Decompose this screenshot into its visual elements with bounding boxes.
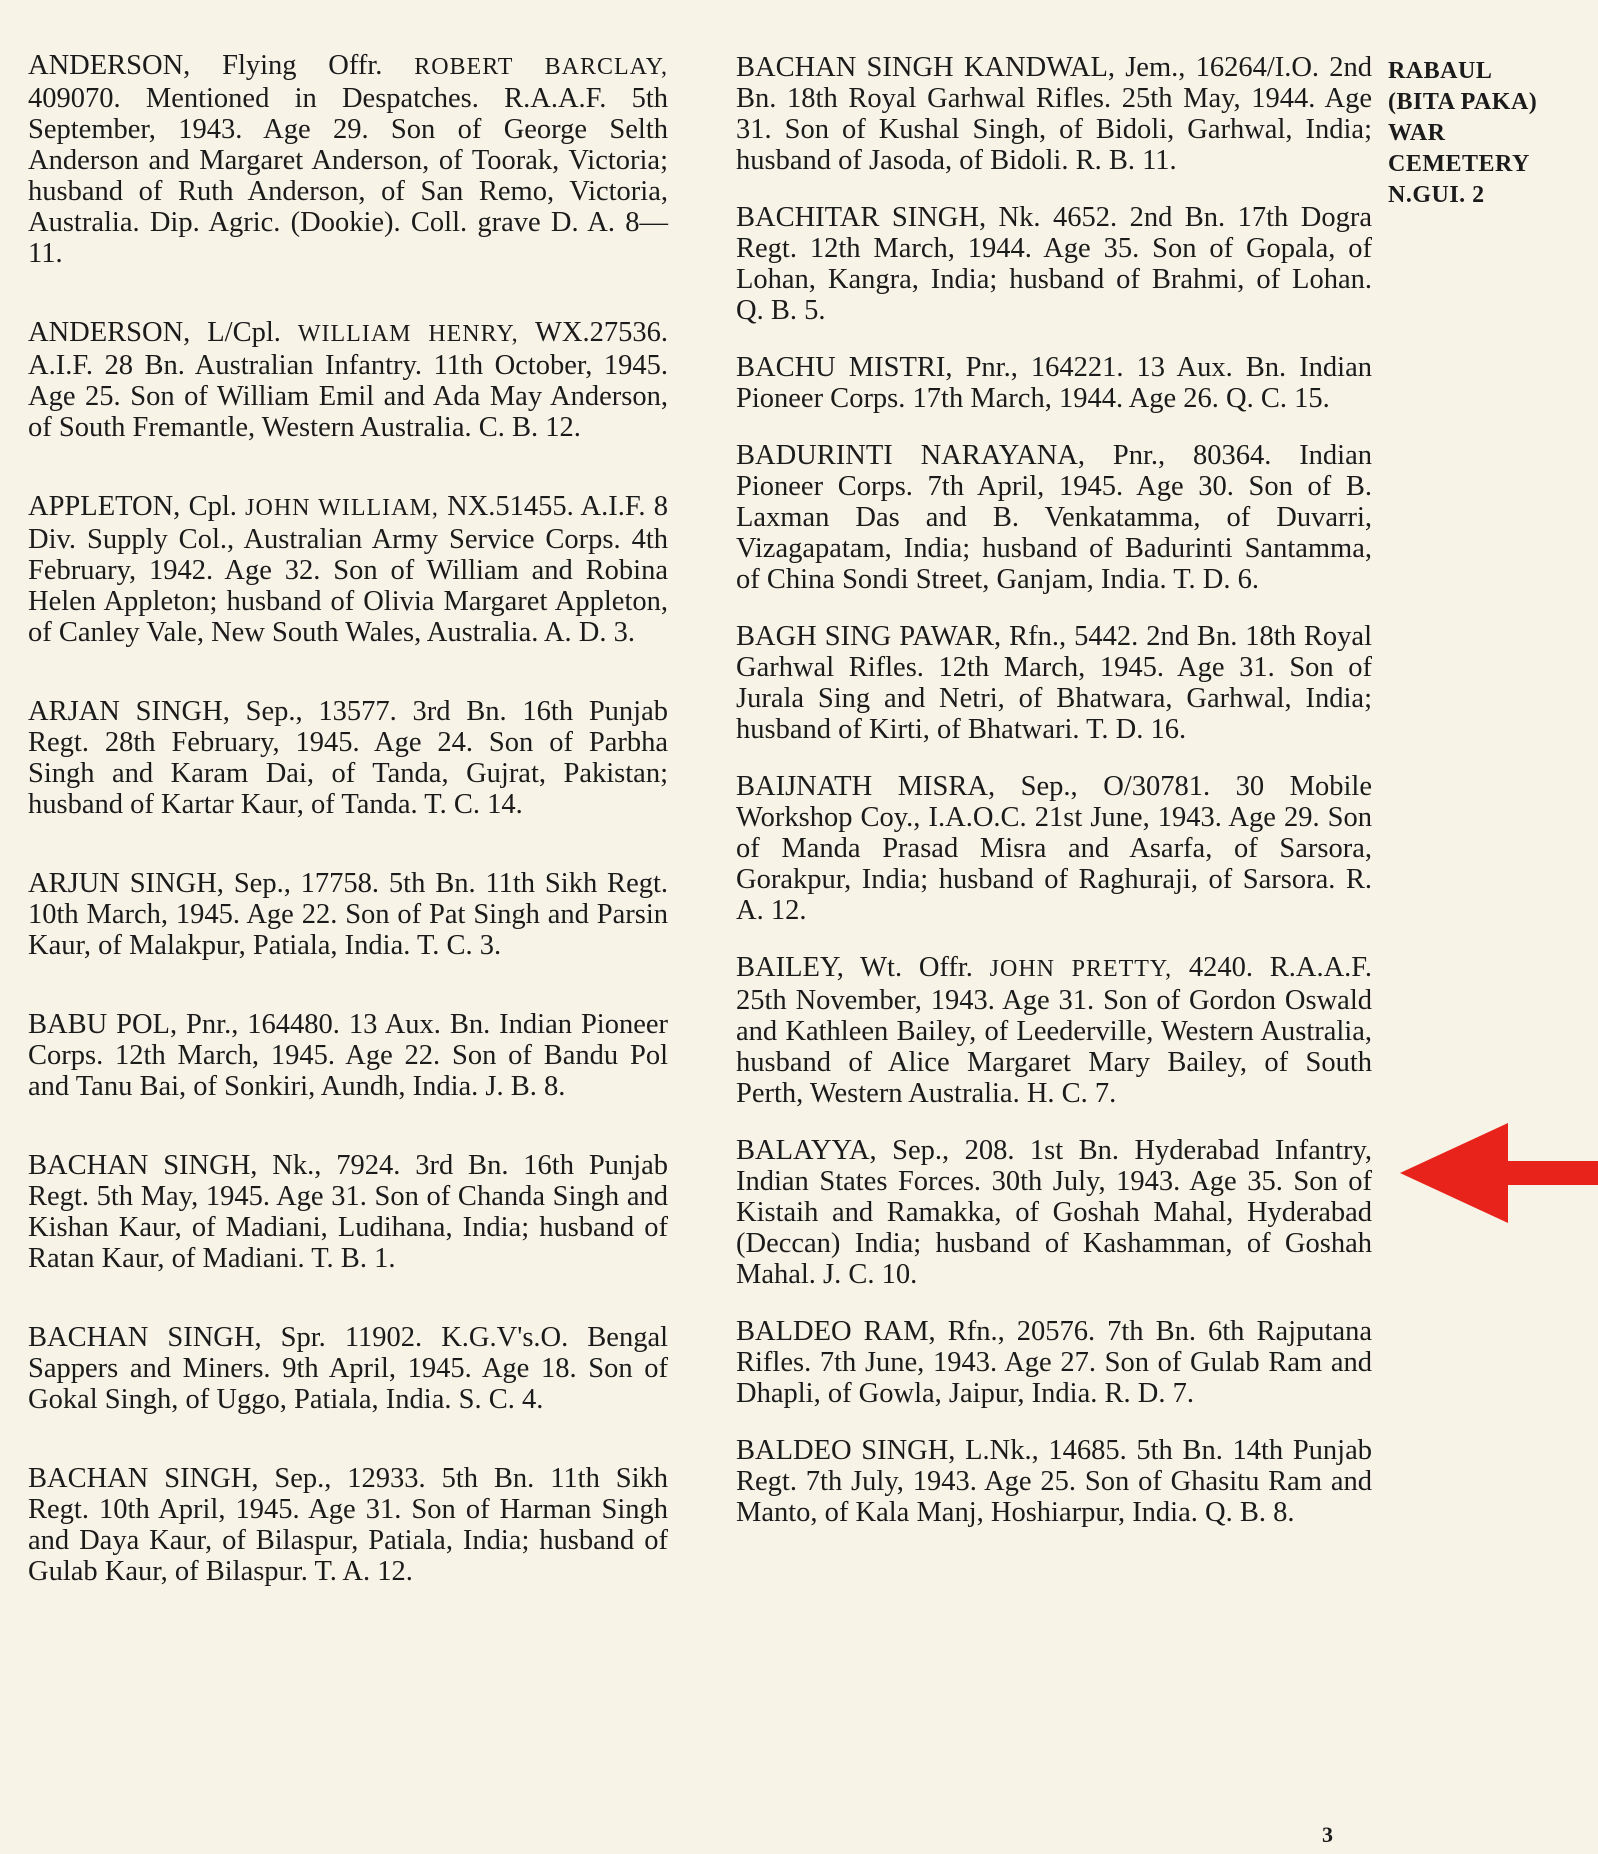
- entry: [736, 771, 1372, 926]
- entry: [28, 491, 668, 648]
- entry: [28, 1009, 668, 1102]
- entry: [28, 1322, 668, 1415]
- arrow-shape: [1400, 1123, 1598, 1223]
- entry-body: WX.27536. A.I.F. 28 Bn. Australian Infantry. 11th October, 1945. Age 25. Son of William Emil and Ada May Anderson, of South Fremantle, Western Australia. C. B. 12.: [28, 317, 668, 443]
- entry: [736, 1435, 1372, 1528]
- entry-body: Spr. 11902. K.G.V's.O. Bengal Sappers and Miners. 9th April, 1945. Age 18. Son of Gokal Singh, of Uggo, Patiala, India. S. C. 4.: [28, 1322, 669, 1415]
- entry-name: ARJAN SINGH,: [28, 696, 230, 727]
- entry-rank: Cpl.: [188, 491, 237, 522]
- entry-body: L.Nk., 14685. 5th Bn. 14th Punjab Regt. 7th July, 1943. Age 25. Son of Ghasitu Ram and Manto, of Kala Manj, Hoshiarpur, India. Q. B. 8.: [736, 1435, 1372, 1528]
- entry-body: Sep., O/30781. 30 Mobile Workshop Coy., I.A.O.C. 21st June, 1943. Age 29. Son of Manda Prasad Misra and Asarfa, of Sarsora, Gorakpur, India; husband of Raghuraji, of Sarsora. R. A. 12.: [736, 771, 1373, 926]
- entry-body: Nk., 7924. 3rd Bn. 16th Punjab Regt. 5th May, 1945. Age 31. Son of Chanda Singh and Kishan Kaur, of Madiani, Ludihana, India; husband of Ratan Kaur, of Madiani. T. B. 1.: [28, 1150, 668, 1274]
- entry: [736, 1135, 1372, 1290]
- entry-body: Pnr., 164221. 13 Aux. Bn. Indian Pioneer Corps. 17th March, 1944. Age 26. Q. C. 15.: [736, 352, 1372, 414]
- entry-name: BALDEO SINGH,: [736, 1435, 956, 1466]
- entry-name: ANDERSON,: [28, 50, 191, 81]
- entry: [736, 352, 1372, 414]
- entry-name: BACHAN SINGH,: [28, 1150, 258, 1181]
- entry: [28, 1463, 668, 1587]
- entry-name: BAIJNATH MISRA,: [736, 771, 996, 802]
- entry-name: BACHITAR SINGH,: [736, 202, 987, 233]
- entry: [28, 50, 668, 269]
- entry-rank: L/Cpl.: [207, 317, 281, 348]
- entry: [736, 1316, 1372, 1409]
- entry-body: 409070. Mentioned in Despatches. R.A.A.F. 5th September, 1943. Age 29. Son of George Selth Anderson and Margaret Anderson, of Toorak, Victoria; husband of Ruth Anderson, of San Remo, Victoria, Australia. Dip. Agric. (Dookie). Coll. grave D. A. 8—11.: [28, 83, 668, 269]
- entry: [736, 440, 1372, 595]
- entry-name: BACHAN SINGH KANDWAL,: [736, 52, 1116, 83]
- entry-body: NX.51455. A.I.F. 8 Div. Supply Col., Australian Army Service Corps. 4th February, 1942. Age 32. Son of William and Robina Helen Appleton; husband of Olivia Margaret Appleton, of Canley Vale, New South Wales, Australia. A. D. 3.: [28, 491, 669, 648]
- entry-highlighted: [736, 952, 1372, 1109]
- entry-body: Rfn., 20576. 7th Bn. 6th Rajputana Rifles. 7th June, 1943. Age 27. Son of Gulab Ram and Dhapli, of Gowla, Jaipur, India. R. D. 7.: [736, 1316, 1372, 1409]
- entry: [28, 1150, 668, 1274]
- entry-name: BALAYYA,: [736, 1135, 877, 1166]
- entry-body: 4240. R.A.A.F. 25th November, 1943. Age 31. Son of Gordon Oswald and Kathleen Bailey, of Leederville, Western Australia, husband of Alice Margaret Mary Bailey, of South Perth, Western Australia. H. C. 7.: [736, 952, 1372, 1109]
- entry-rank: Wt. Offr.: [860, 952, 973, 983]
- page-number: 3: [1322, 1822, 1333, 1847]
- entry-initials: JOHN PRETTY,: [989, 956, 1173, 982]
- cemetery-name-line: WAR: [1388, 120, 1446, 146]
- entry-body: Rfn., 5442. 2nd Bn. 18th Royal Garhwal Rifles. 12th March, 1945. Age 31. Son of Jurala Sing and Netri, of Bhatwara, Garhwal, India; husband of Kirti, of Bhatwari. T. D. 16.: [736, 621, 1372, 745]
- cemetery-region: N.GUI.: [1388, 182, 1466, 208]
- entry: [736, 52, 1372, 176]
- entry: [28, 696, 668, 820]
- entry: [736, 621, 1372, 745]
- entry-body: Sep., 208. 1st Bn. Hyderabad Infantry, Indian States Forces. 30th July, 1943. Age 35. Son of Kistaih and Ramakka, of Goshah Mahal, Hyderabad (Deccan) India; husband of Kashamman, of Goshah Mahal. J. C. 10.: [736, 1135, 1372, 1290]
- entry-body: Pnr., 80364. Indian Pioneer Corps. 7th April, 1945. Age 30. Son of B. Laxman Das and B. Venkatamma, of Duvarri, Vizagapatam, India; husband of Badurinti Santamma, of China Sondi Street, Ganjam, India. T. D. 6.: [736, 440, 1372, 595]
- entry-body: Jem., 16264/I.O. 2nd Bn. 18th Royal Garhwal Rifles. 25th May, 1944. Age 31. Son of Kushal Singh, of Bidoli, Garhwal, India; husband of Jasoda, of Bidoli. R. B. 11.: [736, 52, 1373, 176]
- entry-initials: ROBERT BARCLAY,: [414, 54, 669, 80]
- entry-name: BACHAN SINGH,: [28, 1463, 259, 1494]
- entry-initials: WILLIAM HENRY,: [297, 321, 519, 347]
- right-column: [736, 52, 1372, 1554]
- arrow-left-icon: [1400, 1123, 1598, 1223]
- entry-name: BACHAN SINGH,: [28, 1322, 262, 1353]
- cemetery-sheet-number: 2: [1472, 182, 1485, 208]
- entry-name: BAILEY,: [736, 952, 844, 983]
- entry: [28, 317, 668, 443]
- entry-body: Sep., 13577. 3rd Bn. 16th Punjab Regt. 28th February, 1945. Age 24. Son of Parbha Singh and Karam Dai, of Tanda, Gujrat, Pakistan; husband of Kartar Kaur, of Tanda. T. C. 14.: [28, 696, 668, 820]
- entry-name: APPLETON,: [28, 491, 181, 522]
- entry: [736, 202, 1372, 326]
- cemetery-name-line: CEMETERY: [1388, 151, 1530, 177]
- entry-body: Nk. 4652. 2nd Bn. 17th Dogra Regt. 12th March, 1944. Age 35. Son of Gopala, of Lohan, Kangra, India; husband of Brahmi, of Lohan. Q. B. 5.: [736, 202, 1372, 326]
- entry-name: BALDEO RAM,: [736, 1316, 936, 1347]
- cemetery-name-line: (BITA PAKA): [1388, 89, 1538, 115]
- cemetery-margin-note: [1388, 56, 1568, 211]
- entry-name: ARJUN SINGH,: [28, 868, 224, 899]
- entry-body: Sep., 12933. 5th Bn. 11th Sikh Regt. 10th April, 1945. Age 31. Son of Harman Singh and Daya Kaur, of Bilaspur, Patiala, India; husband of Gulab Kaur, of Bilaspur. T. A. 12.: [28, 1463, 669, 1587]
- entry-name: ANDERSON,: [28, 317, 191, 348]
- entry: [28, 868, 668, 961]
- left-column: [28, 50, 668, 1635]
- entry-body: Pnr., 164480. 13 Aux. Bn. Indian Pioneer Corps. 12th March, 1945. Age 22. Son of Bandu Pol and Tanu Bai, of Sonkiri, Aundh, India. J. B. 8.: [28, 1009, 668, 1102]
- cemetery-name-line: RABAUL: [1388, 58, 1493, 84]
- entry-name: BADURINTI NARAYANA,: [736, 440, 1086, 471]
- entry-rank: Flying Offr.: [222, 50, 383, 81]
- entry-initials: JOHN WILLIAM,: [245, 495, 439, 521]
- entry-name: BACHU MISTRI,: [736, 352, 953, 383]
- entry-name: BABU POL,: [28, 1009, 178, 1040]
- cemetery-region-line: [1388, 180, 1568, 211]
- entry-body: Sep., 17758. 5th Bn. 11th Sikh Regt. 10th March, 1945. Age 22. Son of Pat Singh and Parsin Kaur, of Malakpur, Patiala, India. T. C. 3.: [28, 868, 669, 961]
- entry-name: BAGH SING PAWAR,: [736, 621, 1002, 652]
